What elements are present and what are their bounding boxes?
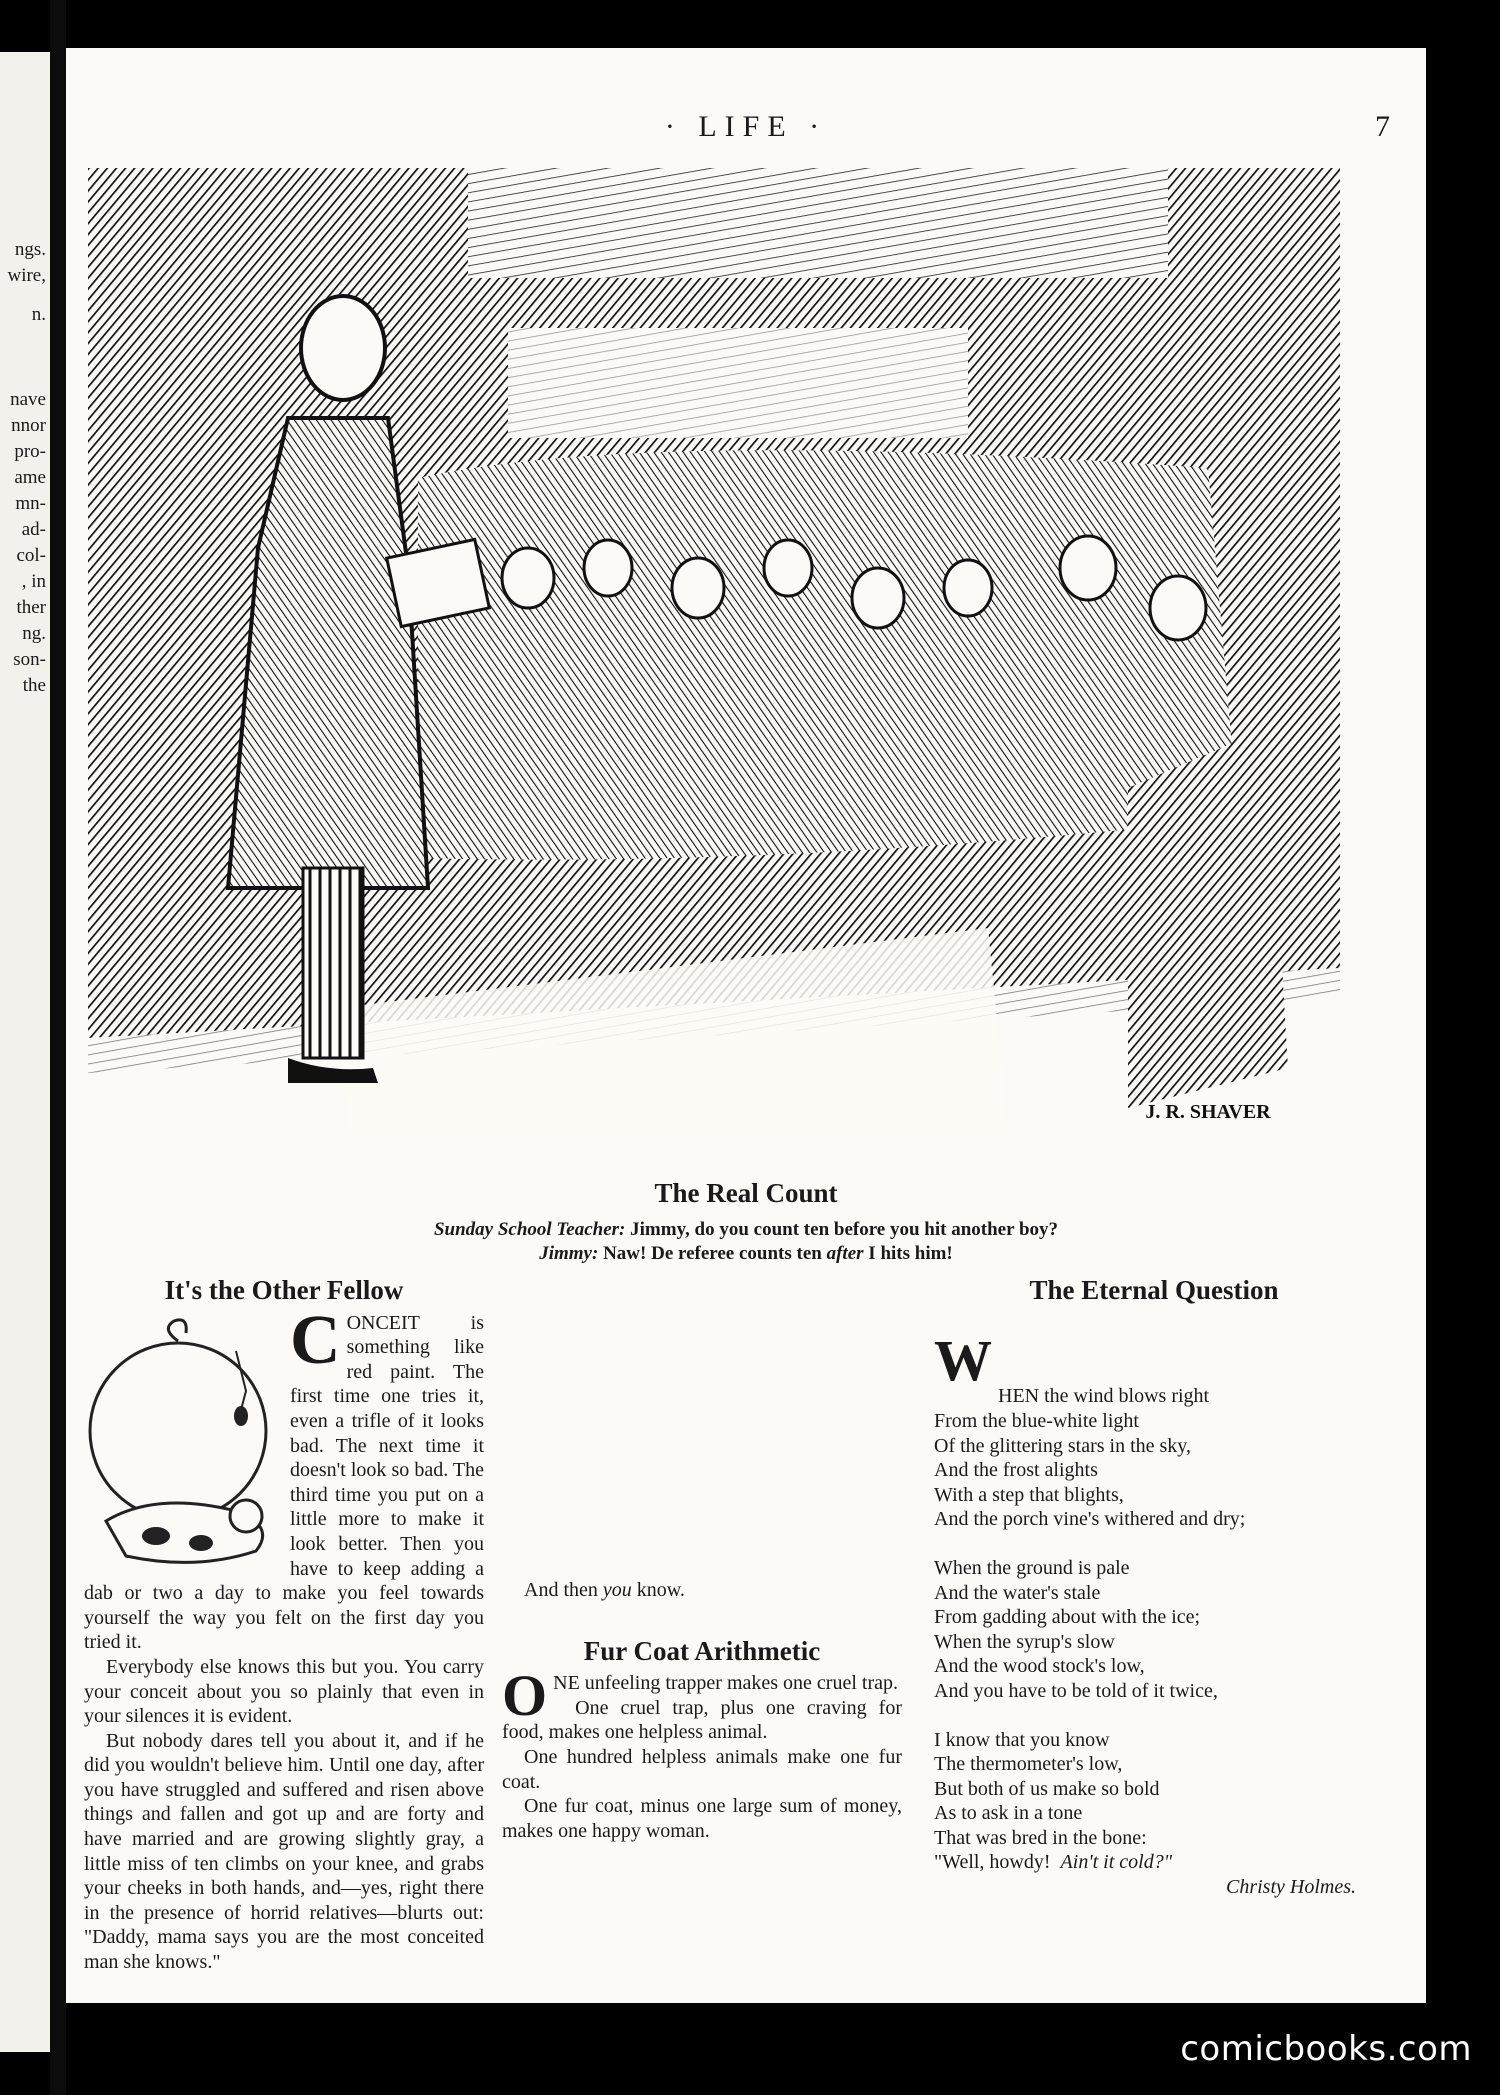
previous-page-fragment: pro- [14, 441, 46, 462]
poem-line: Of the glittering stars in the sky, [934, 1434, 1191, 1457]
poem-line: From the blue-white light [934, 1409, 1139, 1432]
jimmy-line-end: I hits him! [868, 1243, 953, 1264]
poem-line: That was bred in the bone: [934, 1826, 1147, 1849]
poem-stanza-1 [934, 1311, 1374, 1532]
pew-end [1128, 728, 1288, 1108]
article1-paragraph-3: But nobody dares tell you about it, and if he did you wouldn't believe him. Until one day, after you have struggled and suffered and risen above things and fallen and got up and are forty and have married and are growing slightly gray, a little miss of ten climbs on your knee, and grabs your cheeks in both hands, and—yes, right there in the presence of horrid relatives—blurts out: "Daddy, mama says you are the most conceited man she knows." [84, 1729, 484, 1974]
column-continuation-space [502, 1278, 902, 1578]
artist-signature: J. R. SHAVER [1145, 1101, 1271, 1123]
cartoon-title: The Real Count [654, 1178, 838, 1208]
article1-paragraph-4: And then you know. [524, 1579, 685, 1601]
poem-stanza-2 [934, 1556, 1374, 1704]
site-watermark: comicbooks.com [1180, 2029, 1472, 2069]
binding-spine [50, 0, 66, 2095]
fur-coat-paragraph-1: NE unfeeling trapper makes one cruel trap. [553, 1672, 898, 1695]
poem-line: And the porch vine's withered and dry; [934, 1508, 1246, 1531]
poem-line: HEN the wind blows right [998, 1385, 1210, 1408]
second-column [502, 1278, 902, 1843]
jimmy-line: Naw! De referee counts ten [603, 1243, 822, 1264]
previous-page-fragment: ad- [21, 519, 46, 540]
previous-page-fragment: ng. [22, 623, 46, 644]
cartoon-illustration [88, 168, 1340, 1148]
previous-page-fragment: ngs. [14, 239, 46, 260]
poem-line: With a step that blights, [934, 1483, 1124, 1506]
previous-page-fragment: mn- [15, 493, 46, 514]
previous-page-fragment: nave [10, 389, 46, 410]
article1-paragraph-1: ONCEIT is something like red paint. The first time one tries it, even a trifle of it looks bad. The next time it doesn't look so bad. The third time you put on a little more to make it look better. Then you have to keep adding a dab or two a day to make you feel towards yourself the way you felt on the first day you tried it. [84, 1311, 484, 1654]
seated-children [418, 450, 1238, 859]
teacher-head [301, 296, 385, 400]
speaker-teacher: Sunday School Teacher: [433, 1219, 626, 1240]
teacher-line: Jimmy, do you count ten before you hit another boy? [630, 1219, 1059, 1240]
speaker-jimmy: Jimmy: [539, 1243, 599, 1264]
article-title: It's the Other Fellow [164, 1275, 404, 1305]
poem-line: The thermometer's low, [934, 1753, 1123, 1776]
poem-line: When the ground is pale [934, 1556, 1130, 1579]
cat-vignette-illustration [76, 1311, 282, 1575]
poem-line: When the syrup's slow [934, 1630, 1115, 1653]
fur-coat-paragraph-3: One hundred helpless animals make one fur coat. [502, 1745, 902, 1793]
previous-page-fragment: col- [16, 545, 46, 566]
previous-page-edge [0, 52, 50, 2052]
poem-line: And the frost alights [934, 1459, 1098, 1482]
magazine-page [66, 48, 1426, 2003]
previous-page-fragment: nnor [11, 415, 46, 436]
poem-author: Christy Holmes. [1226, 1876, 1356, 1899]
poem-line: As to ask in a tone [934, 1802, 1083, 1825]
poem-eternal-question [934, 1275, 1374, 1900]
poem-line: And the water's stale [934, 1581, 1101, 1604]
poem-line: But both of us make so bold [934, 1777, 1160, 1800]
fur-coat-paragraph-4: One fur coat, minus one large sum of money, makes one happy woman. [502, 1795, 902, 1842]
dropcap-c: C [290, 1301, 341, 1379]
article-other-fellow [84, 1275, 484, 1975]
previous-page-fragment: ther [16, 597, 46, 618]
article1-paragraph-2: Everybody else knows this but you. You carry your conceit about you so plainly that even in your silences it is evident. [84, 1655, 484, 1728]
dropcap-w: W [934, 1328, 992, 1394]
poem-line: And you have to be told of it twice, [934, 1679, 1218, 1702]
previous-page-fragment: , in [21, 571, 46, 592]
masthead: · LIFE · [664, 110, 828, 143]
previous-page-fragment: n. [31, 304, 46, 325]
dialogue-line-jimmy [66, 1242, 1426, 1266]
fur-coat-paragraph-2: One cruel trap, plus one craving for food, makes one helpless animal. [502, 1696, 902, 1744]
window-panes [468, 168, 1168, 278]
cartoon-dialogue [66, 1218, 1426, 1266]
previous-page-fragment: the [22, 675, 46, 696]
poem-line: And the wood stock's low, [934, 1655, 1145, 1678]
poem-line: I know that you know [934, 1728, 1110, 1751]
poem-last-line: "Well, howdy! Ain't it cold?" [934, 1851, 1173, 1874]
poem-line: From gadding about with the ice; [934, 1606, 1201, 1629]
dropcap-o: O [502, 1663, 548, 1729]
teacher-trousers [303, 868, 363, 1058]
jimmy-emphasis: after [826, 1243, 864, 1264]
page-number: 7 [1375, 110, 1390, 143]
poem-title: The Eternal Question [1029, 1275, 1279, 1305]
previous-page-fragment: ame [14, 467, 46, 488]
previous-page-fragment: son- [13, 649, 46, 670]
poem-stanza-3 [934, 1728, 1374, 1851]
fur-coat-title: Fur Coat Arithmetic [583, 1635, 821, 1666]
previous-page-fragment: wire, [7, 265, 46, 286]
dialogue-line-teacher [66, 1218, 1426, 1242]
